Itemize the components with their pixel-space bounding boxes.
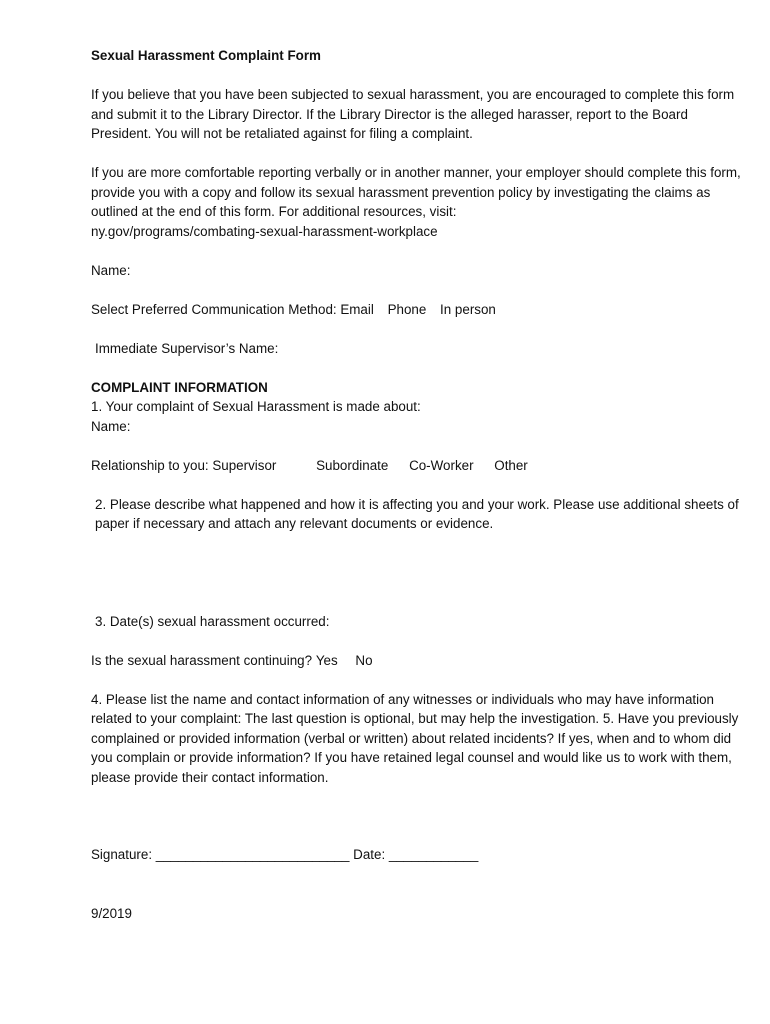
revision-date: 9/2019 [91,905,132,921]
relationship-option-subordinate[interactable]: Subordinate [316,457,389,473]
signature-label: Signature: [91,847,153,862]
signature-line[interactable]: __________________________ [155,847,350,862]
relationship-option-other[interactable]: Other [494,457,528,473]
continuing-option-yes[interactable]: Yes [315,652,338,668]
communication-method-row [91,300,741,320]
question-2: 2. Please describe what happened and how it is affecting you and your work. Please use additional sheets of paper if necessary and attach any relevant documents or evidence. [95,496,739,531]
relationship-row [91,456,741,476]
date-label: Date: [353,847,386,862]
continuing-option-no[interactable]: No [355,652,373,668]
comm-option-in-person[interactable]: In person [440,301,496,317]
relationship-option-supervisor[interactable]: Supervisor [212,457,277,473]
signature-row [91,845,741,865]
name-field-label[interactable]: Name: [91,262,131,278]
relationship-option-co-worker[interactable]: Co-Worker [409,457,474,473]
relationship-label: Relationship to you: [91,457,209,473]
complaint-info-heading: COMPLAINT INFORMATION [91,379,268,395]
comm-option-phone[interactable]: Phone [387,301,427,317]
resources-link[interactable]: ny.gov/programs/combating-sexual-harassment-workplace [91,223,438,239]
date-line[interactable]: ____________ [388,847,479,862]
communication-method-label: Select Preferred Communication Method: [91,301,337,317]
continuing-label: Is the sexual harassment continuing? [91,652,313,668]
supervisor-name-label[interactable]: Immediate Supervisor’s Name: [95,340,279,356]
intro-paragraph-2: If you are more comfortable reporting verbally or in another manner, your employer should complete this form, provide you with a copy and follow its sexual harassment prevention policy by investigating the claims as outlined at the end of this form. For additional resources, visit: [91,165,741,219]
intro-paragraph-1: If you believe that you have been subjected to sexual harassment, you are encouraged to complete this form and submit it to the Library Director. If the Library Director is the alleged harasser, report to the Board President. You will not be retaliated against for filing a complaint. [91,87,735,141]
respondent-name-label[interactable]: Name: [91,418,131,434]
question-1: 1. Your complaint of Sexual Harassment is made about: [91,399,421,414]
comm-option-email[interactable]: Email [340,301,374,317]
complaint-form-page [91,46,741,923]
question-3[interactable]: 3. Date(s) sexual harassment occurred: [95,613,330,629]
continuing-row [91,651,741,671]
question-4: 4. Please list the name and contact information of any witnesses or individuals who may have information related to your complaint: The last question is optional, but may help the investigation. 5. Have you previously complained or provided information (verbal or written) about related incidents? If yes, when and to whom did you complain or provide information? If you have retained legal counsel and would like us to work with them, please provide their contact information. [91,691,739,785]
form-title: Sexual Harassment Complaint Form [91,48,321,63]
